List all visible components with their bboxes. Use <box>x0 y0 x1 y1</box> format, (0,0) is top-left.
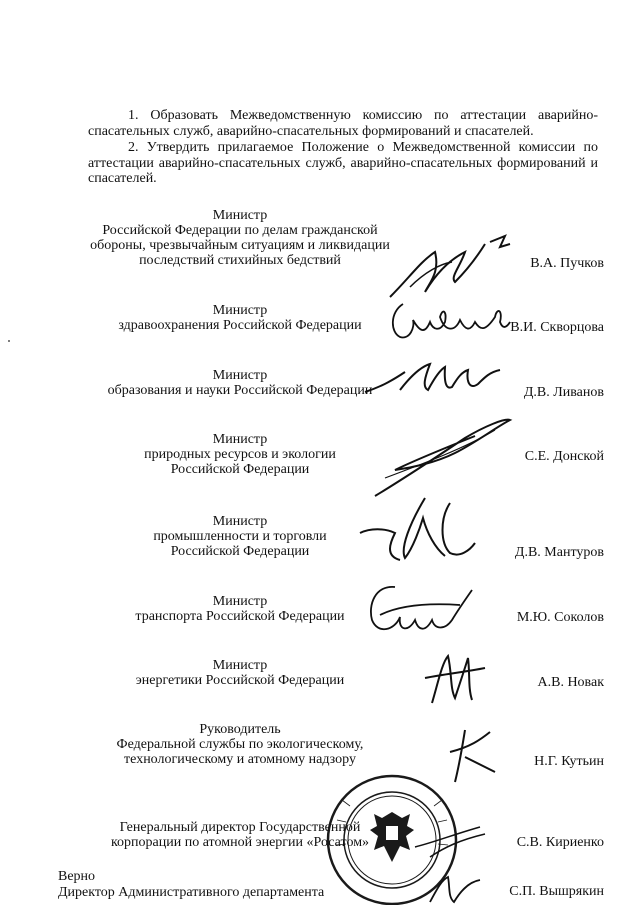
signature-director <box>420 872 490 905</box>
director-line: Директор Административного департамента <box>58 885 325 900</box>
title-line: Российской Федерации по делам гражданской <box>102 223 378 238</box>
title-line: Министр <box>212 432 268 447</box>
director-name: С.П. Вышрякин <box>509 884 604 899</box>
title-line: образования и науки Российской Федерации <box>107 383 373 398</box>
title-line: Министр <box>212 208 268 223</box>
signature-manturov <box>355 478 490 568</box>
title-line: Федеральной службы по экологическому, <box>116 737 364 752</box>
title-line: Генеральный директор Государственной <box>119 820 361 835</box>
title-line: природных ресурсов и экологии <box>144 447 336 462</box>
title-line: Министр <box>212 594 268 609</box>
signatory-name-manturov: Д.В. Мантуров <box>514 545 604 560</box>
title-line: транспорта Российской Федерации <box>135 609 345 624</box>
title-line: энергетики Российской Федерации <box>135 673 345 688</box>
title-line: Российской Федерации <box>170 462 310 477</box>
title-line: технологическому и атомному надзору <box>124 752 356 767</box>
signatory-name-kutin: Н.Г. Кутьин <box>534 754 604 769</box>
title-line: обороны, чрезвычайным ситуациям и ликвидации <box>90 238 390 253</box>
signature-skvortsova <box>385 292 520 347</box>
signature-kirienko <box>410 812 510 862</box>
signature-sokolov <box>360 575 480 640</box>
signatory-name-sokolov: М.Ю. Соколов <box>516 610 604 625</box>
signature-novak <box>420 648 490 708</box>
signatory-name-kirienko: С.В. Кириенко <box>516 835 604 850</box>
signatory-name-livanov: Д.В. Ливанов <box>523 385 604 400</box>
paragraph-2: 2. Утвердить прилагаемое Положение о Межведомственной комиссии по аттестации аварийно-спасательных служб, аварийно-спасательных формирований и спасателей. <box>88 140 598 186</box>
title-line: последствий стихийных бедствий <box>139 253 341 268</box>
title-line: здравоохранения Российской Федерации <box>118 318 362 333</box>
verno-label: Верно <box>58 869 96 884</box>
title-line: корпорации по атомной энергии «Росатом» <box>110 835 370 850</box>
signatory-name-skvortsova: В.И. Скворцова <box>510 320 604 335</box>
signatory-title-kirienko <box>60 820 420 850</box>
signature-livanov <box>360 352 510 402</box>
signatory-title-novak <box>60 658 420 688</box>
paragraph-1: 1. Образовать Межведомственную комиссию по аттестации аварийно-спасательных служб, аварийно-спасательных формирований и спасателей. <box>88 108 598 139</box>
signatory-name-novak: А.В. Новак <box>537 675 604 690</box>
signatory-title-skvortsova <box>60 303 420 333</box>
signatory-title-puchkov <box>60 208 420 268</box>
signatory-title-kutin <box>60 722 420 767</box>
title-line: Министр <box>212 514 268 529</box>
title-line: промышленности и торговли <box>153 529 327 544</box>
title-line: Министр <box>212 303 268 318</box>
signatory-name-puchkov: В.А. Пучков <box>530 256 604 271</box>
signatory-name-donskoy: С.Е. Донской <box>524 449 604 464</box>
title-line: Российской Федерации <box>170 544 310 559</box>
title-line: Министр <box>212 368 268 383</box>
title-line: Руководитель <box>199 722 281 737</box>
title-line: Министр <box>212 658 268 673</box>
scan-speck <box>8 340 10 342</box>
